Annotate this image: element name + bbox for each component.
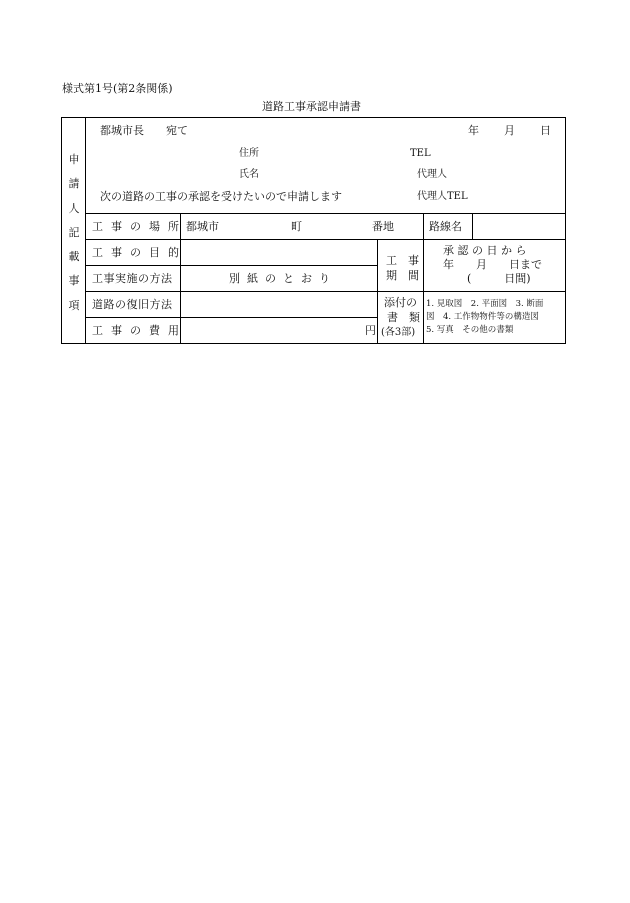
attachments-list-line-1: 1. 見取図 2. 平面図 3. 断面 — [426, 299, 544, 309]
method-value: 別紙のとおり — [229, 272, 337, 285]
rule-cost-top — [85, 317, 377, 318]
location-town: 町 — [291, 220, 302, 233]
attachments-label-2: 書 類 — [387, 311, 420, 324]
period-column-divider — [377, 239, 378, 344]
period-value-divider — [423, 213, 424, 344]
period-label-top: 工 事 — [386, 254, 419, 267]
attachments-label-3: (各3部) — [381, 327, 416, 338]
application-statement: 次の道路の工事の承認を受けたいので申請します — [100, 190, 342, 203]
method-label: 工事実施の方法 — [92, 272, 173, 285]
date-month-label: 月 — [504, 124, 515, 137]
agent-tel-label: 代理人TEL — [417, 191, 468, 202]
location-lot: 番地 — [372, 220, 394, 233]
period-label-bottom: 期 間 — [386, 269, 419, 282]
attachments-label-1: 添付の — [384, 296, 417, 309]
cost-unit: 円 — [365, 324, 376, 337]
location-city: 都城市 — [186, 220, 219, 233]
cost-label: 工事の費用 — [92, 324, 187, 337]
form-number: 様式第1号(第2条関係) — [62, 82, 173, 95]
route-name-label: 路線名 — [429, 220, 462, 233]
period-from-approval: 承 認 の 日 か ら — [443, 244, 527, 257]
document-title: 道路工事承認申請書 — [262, 100, 361, 113]
rule-restoration-top — [85, 291, 566, 292]
period-until-date: 年 月 日まで — [443, 258, 542, 271]
tel-label: TEL — [410, 148, 431, 159]
period-days: ( 日間) — [467, 272, 531, 285]
rule-method-top — [85, 265, 377, 266]
attachments-list-line-3: 5. 写真 その他の書類 — [426, 325, 514, 335]
restoration-label: 道路の復旧方法 — [92, 298, 173, 311]
attachments-list-line-2: 図 4. 工作物物件等の構造図 — [426, 312, 539, 322]
route-name-divider — [472, 213, 473, 239]
purpose-label: 工事の目的 — [92, 246, 187, 259]
name-label: 氏名 — [239, 169, 259, 180]
address-label: 住所 — [239, 148, 259, 159]
location-label: 工事の場所 — [92, 220, 187, 233]
date-day-label: 日 — [540, 124, 551, 137]
rule-purpose-top — [85, 239, 566, 240]
applicant-side-label: 申 請 人 記 載 事 項 — [68, 153, 80, 312]
addressee: 都城市長 宛て — [100, 124, 188, 137]
agent-label: 代理人 — [417, 169, 447, 180]
date-year-label: 年 — [468, 124, 479, 137]
side-label-divider — [85, 117, 86, 344]
rule-location-top — [85, 213, 566, 214]
